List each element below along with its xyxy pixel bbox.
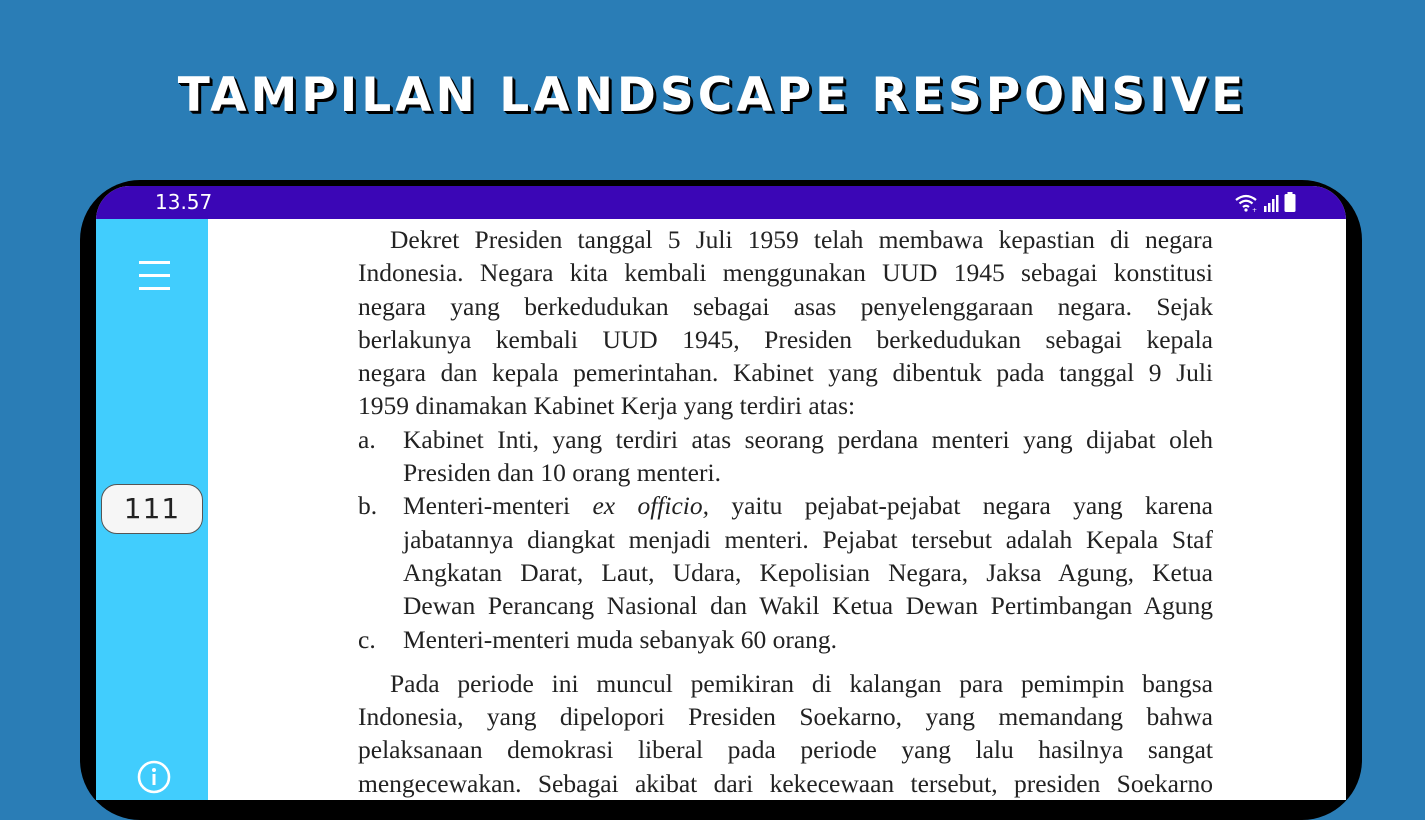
list-marker: b. <box>358 491 378 521</box>
phone-screen <box>96 186 1346 800</box>
banner-title: TAMPILAN LANDSCAPE RESPONSIVE <box>177 68 1248 123</box>
italic-term: ex officio, <box>592 491 709 521</box>
text-line: Presiden dan 10 orang menteri. <box>403 458 721 488</box>
list-item-b <box>358 489 1213 622</box>
list-item-c <box>358 623 1213 656</box>
status-time: 13.57 <box>155 190 213 214</box>
document-page <box>358 223 1213 800</box>
text-line: Menteri-menteri muda sebanyak 60 orang. <box>403 624 838 654</box>
battery-icon <box>1284 192 1296 212</box>
info-icon[interactable] <box>137 760 171 794</box>
text-line: negara yang berkedudukan sebagai asas penyelenggaraan negara. Sejak <box>358 291 1213 321</box>
text-run: yaitu pejabat-pejabat negara yang karena <box>709 491 1213 521</box>
list-marker: c. <box>358 624 376 654</box>
text-line: Indonesia, yang dipelopori Presiden Soekarno, yang memandang bahwa <box>358 702 1213 732</box>
text-line: Indonesia. Negara kita kembali menggunakan UUD 1945 sebagai konstitusi <box>358 258 1213 288</box>
hamburger-menu-icon[interactable] <box>139 257 171 291</box>
status-bar <box>96 186 1346 219</box>
list-item-a <box>358 423 1213 490</box>
signal-icon <box>1263 194 1279 212</box>
text-line: negara dan kepala pemerintahan. Kabinet yang dibentuk pada tanggal 9 Juli <box>358 358 1213 388</box>
text-line: Dekret Presiden tanggal 5 Juli 1959 telah membawa kepastian di negara <box>390 225 1213 254</box>
text-line: jabatannya diangkat menjadi menteri. Pejabat tersebut adalah Kepala Staf <box>403 524 1213 554</box>
text-line: berlakunya kembali UUD 1945, Presiden berkedudukan sebagai kepala <box>358 324 1213 354</box>
text-line <box>403 489 1213 522</box>
list-marker: a. <box>358 424 376 454</box>
text-line: Pada periode ini muncul pemikiran di kalangan para pemimpin bangsa <box>390 668 1213 698</box>
text-line: pelaksanaan demokrasi liberal pada periode yang lalu hasilnya sangat <box>358 735 1213 765</box>
text-line: Angkatan Darat, Laut, Udara, Kepolisian Negara, Jaksa Agung, Ketua <box>403 557 1213 587</box>
sidebar <box>96 219 208 800</box>
text-run: Menteri-menteri <box>403 491 593 521</box>
text-line: mengecewakan. Sebagai akibat dari kekecewaan tersebut, presiden Soekarno <box>358 768 1213 798</box>
svg-text:+: + <box>1252 207 1258 212</box>
text-line: Dewan Perancang Nasional dan Wakil Ketua Dewan Pertimbangan Agung <box>403 591 1213 621</box>
wifi-icon <box>1234 194 1258 212</box>
page-number-badge[interactable]: 111 <box>101 484 203 534</box>
text-line: Kabinet Inti, yang terdiri atas seorang perdana menteri yang dijabat oleh <box>403 424 1213 454</box>
text-line: 1959 dinamakan Kabinet Kerja yang terdiri atas: <box>358 391 856 421</box>
status-icons <box>1234 192 1296 212</box>
